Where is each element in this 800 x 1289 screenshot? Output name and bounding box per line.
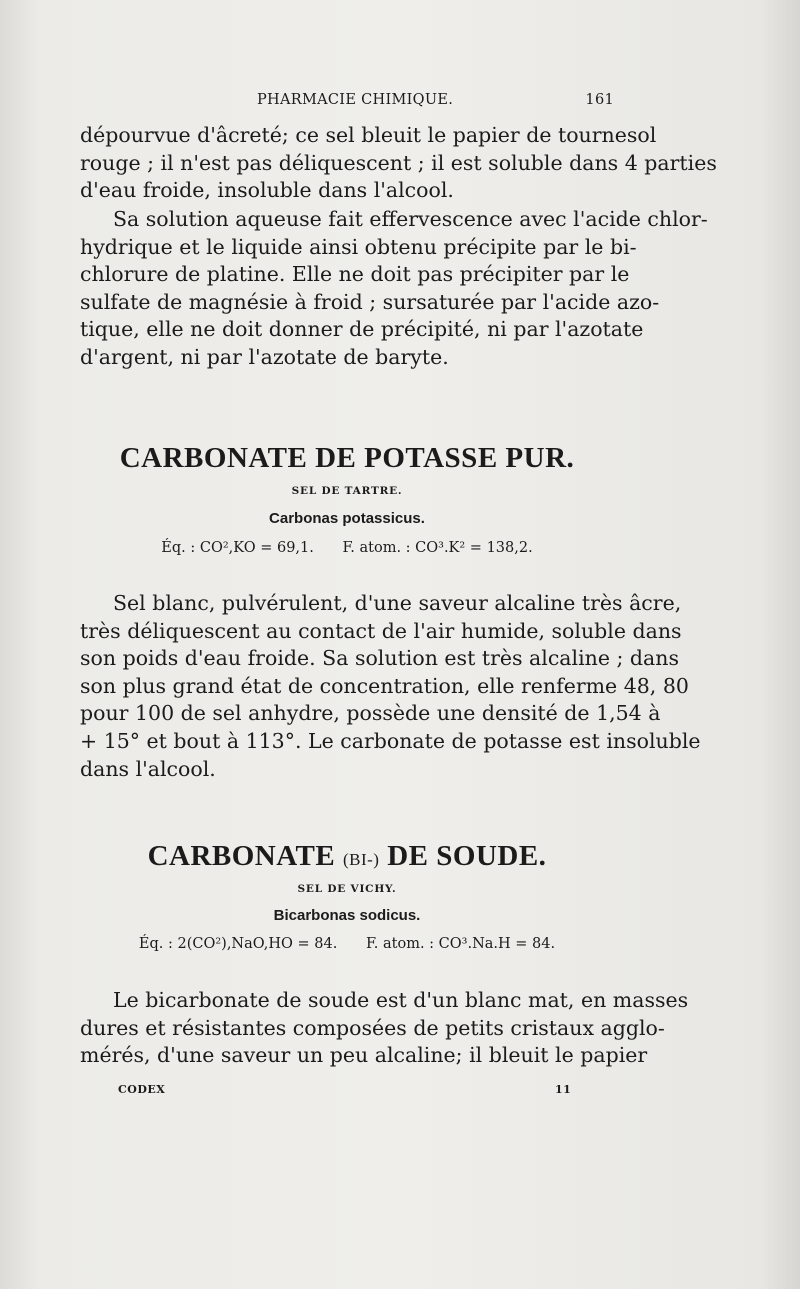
section-heading-bicarbonate-soude (80, 840, 614, 873)
text-line: son poids d'eau froide. Sa solution est très alcaline ; dans (80, 646, 679, 671)
section-subheading: SEL DE TARTRE. (291, 485, 403, 497)
text-line: chlorure de platine. Elle ne doit pas précipiter par le (80, 262, 630, 287)
equivalent-formula: Éq. : 2(CO²),NaO,HO = 84. (138, 936, 338, 952)
section-heading-carbonate-potasse: CARBONATE DE POTASSE PUR. (119, 442, 575, 474)
footer-signature-left: CODEX (118, 1083, 166, 1096)
latin-name: Bicarbonas sodicus. (273, 907, 421, 924)
running-header (80, 92, 614, 116)
text-line: dépourvue d'âcreté; ce sel bleuit le papier de tournesol (80, 123, 657, 147)
text-line: hydrique et le liquide ainsi obtenu précipite par le bi- (80, 234, 637, 259)
intro-paragraph (80, 122, 717, 205)
formula-line (80, 540, 614, 556)
heading-end: DE SOUDE. (387, 840, 547, 872)
text-line: dures et résistantes composées de petits cristaux agglo- (80, 1015, 665, 1040)
text-line: d'eau froide, insoluble dans l'alcool. (80, 178, 454, 203)
atomic-formula: F. atom. : CO³.Na.H = 84. (365, 936, 556, 952)
text-line: d'argent, ni par l'azotate de baryte. (80, 344, 449, 369)
text-line: Sa solution aqueuse fait effervescence avec l'acide chlor- (113, 207, 708, 231)
running-title: PHARMACIE CHIMIQUE. (257, 92, 454, 108)
text-line: son plus grand état de concentration, elle renferme 48, 80 (80, 673, 689, 698)
paragraph-tests (80, 206, 708, 372)
heading-main: CARBONATE (147, 840, 336, 872)
text-line: mérés, d'une saveur un peu alcaline; il bleuit le papier (80, 1043, 648, 1068)
text-line: rouge ; il n'est pas déliquescent ; il est soluble dans 4 parties (80, 150, 717, 175)
text-line: très déliquescent au contact de l'air humide, soluble dans (80, 618, 682, 643)
latin-name: Carbonas potassicus. (269, 510, 425, 527)
text-line: dans l'alcool. (80, 756, 216, 781)
atomic-formula: F. atom. : CO³.K² = 138,2. (342, 540, 533, 556)
paragraph-soude-description (80, 987, 689, 1070)
section-subheading: SEL DE VICHY. (297, 883, 397, 895)
equivalent-formula: Éq. : CO²,KO = 69,1. (161, 540, 314, 556)
footer-signature-number: 11 (555, 1083, 572, 1096)
paragraph-potasse-description (80, 590, 701, 783)
text-line: pour 100 de sel anhydre, possède une densité de 1,54 à (80, 701, 661, 726)
text-line: Le bicarbonate de soude est d'un blanc mat, en masses (113, 988, 689, 1012)
formula-line (80, 936, 614, 952)
text-line: sulfate de magnésie à froid ; sursaturée par l'acide azo- (80, 289, 660, 314)
page-number: 161 (585, 92, 614, 108)
text-line: Sel blanc, pulvérulent, d'une saveur alcaline très âcre, (113, 591, 682, 615)
text-line: + 15° et bout à 113°. Le carbonate de potasse est insoluble (80, 728, 701, 753)
heading-prefix: (BI-) (342, 850, 380, 869)
text-line: tique, elle ne doit donner de précipité, ni par l'azotate (80, 317, 644, 342)
